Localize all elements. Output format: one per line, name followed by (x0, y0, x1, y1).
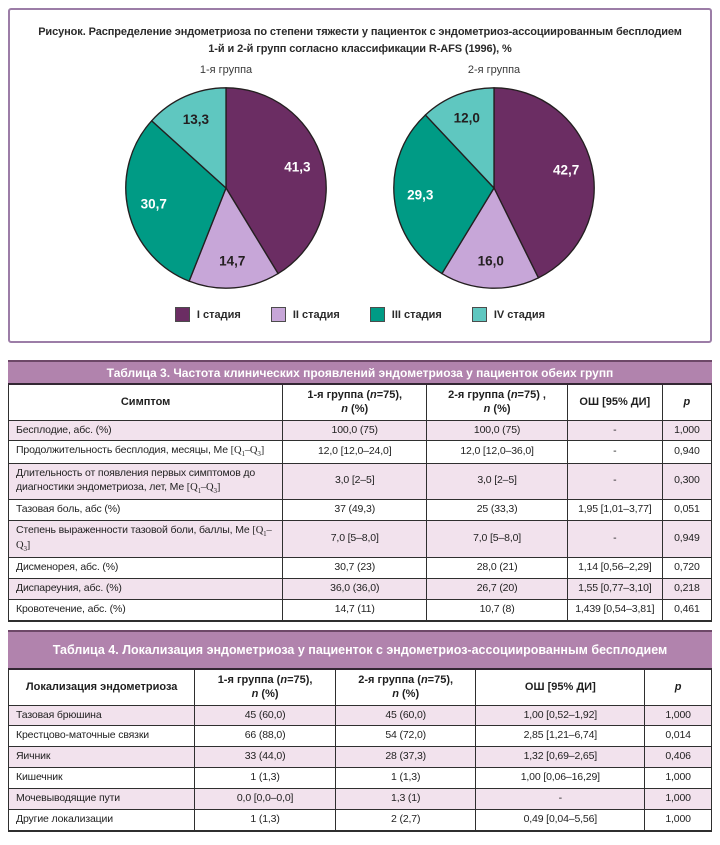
cell: 1 (1,3) (195, 809, 336, 830)
cell: 100,0 (75) (427, 420, 568, 441)
cell: 1,32 [0,69–2,65] (476, 747, 645, 768)
table-3-title: Таблица 3. Частота клинических проявлений эндометриоза у пациенток обеих групп (8, 360, 712, 385)
legend-label: III стадия (391, 308, 442, 321)
cell: 66 (88,0) (195, 726, 336, 747)
pie-group-2 (388, 82, 600, 294)
cell: 2 (2,7) (335, 809, 476, 830)
column-header: 1-я группа (n=75), n (%) (283, 385, 427, 420)
cell: Другие локализации (9, 809, 195, 830)
cell: 7,0 [5–8,0] (427, 520, 568, 558)
cell: 1,00 [0,06–16,29] (476, 768, 645, 789)
cell: 1,000 (645, 789, 712, 810)
pie-chart-group-1 (120, 64, 332, 294)
cell: 1 (1,3) (335, 768, 476, 789)
cell: 25 (33,3) (427, 499, 568, 520)
cell: 1,14 [0,56–2,29] (567, 558, 662, 579)
table-row (9, 600, 712, 621)
column-header: 2-я группа (n=75), n (%) (335, 670, 476, 705)
legend-item-stage-3 (370, 307, 442, 322)
legend-label: IV стадия (493, 308, 546, 321)
cell: 0,49 [0,04–5,56] (476, 809, 645, 830)
column-header: p (645, 670, 712, 705)
pie-value-label: 30,7 (140, 196, 167, 212)
pie-value-label: 13,3 (182, 111, 210, 127)
cell: 0,949 (662, 520, 711, 558)
cell: 0,406 (645, 747, 712, 768)
table-4-grid (8, 670, 712, 832)
cell: Продолжительность бесплодия, месяцы, Ме $[Q_1-Q_3]$ (9, 441, 283, 463)
cell: 7,0 [5–8,0] (283, 520, 427, 558)
table-row (9, 747, 712, 768)
table-3 (8, 360, 712, 622)
cell: 0,461 (662, 600, 711, 621)
figure-caption (10, 24, 710, 57)
cell: Бесплодие, абс. (%) (9, 420, 283, 441)
column-header: ОШ [95% ДИ] (567, 385, 662, 420)
cell: 0,940 (662, 441, 711, 463)
cell: 1,000 (645, 768, 712, 789)
cell: Кровотечение, абс. (%) (9, 600, 283, 621)
cell: 0,300 (662, 463, 711, 499)
cell: 54 (72,0) (335, 726, 476, 747)
column-header: Локализация эндометриоза (9, 670, 195, 705)
cell: 2,85 [1,21–6,74] (476, 726, 645, 747)
table-row (9, 499, 712, 520)
cell: 1,000 (662, 420, 711, 441)
legend-item-stage-1 (175, 307, 241, 322)
figure-caption-line2: 1-й и 2-й групп согласно классификации R-AFS (1996), % (208, 42, 512, 55)
legend-label: II стадия (292, 308, 340, 321)
pie-value-label: 12,0 (453, 110, 480, 126)
figure-caption-line1: Рисунок. Распределение эндометриоза по степени тяжести у пациенток с эндометриоз-ассоциированным бесплодием (38, 26, 682, 38)
pie-value-label: 16,0 (477, 253, 504, 269)
cell: Кишечник (9, 768, 195, 789)
cell: - (567, 420, 662, 441)
cell: 28,0 (21) (427, 558, 568, 579)
cell: 26,7 (20) (427, 579, 568, 600)
cell: 1,95 [1,01–3,77] (567, 499, 662, 520)
legend-swatch-icon (271, 307, 286, 322)
cell: 12,0 [12,0–36,0] (427, 441, 568, 463)
legend-item-stage-4 (472, 307, 545, 322)
cell: 33 (44,0) (195, 747, 336, 768)
table-4 (8, 630, 712, 832)
table-row (9, 463, 712, 499)
cell: 0,051 (662, 499, 711, 520)
table-3-grid (8, 385, 712, 622)
cell: 0,014 (645, 726, 712, 747)
cell: Тазовая боль, абс (%) (9, 499, 283, 520)
cell: Мочевыводящие пути (9, 789, 195, 810)
cell: Длительность от появления первых симптомов до диагностики эндометриоза, лет, Ме $[Q_1-Q_3]$ (9, 463, 283, 499)
pie-group-1 (120, 82, 332, 294)
cell: Крестцово-маточные связки (9, 726, 195, 747)
cell: 45 (60,0) (335, 705, 476, 726)
table-row (9, 420, 712, 441)
cell: 10,7 (8) (427, 600, 568, 621)
cell: 0,218 (662, 579, 711, 600)
cell: 28 (37,3) (335, 747, 476, 768)
cell: 36,0 (36,0) (283, 579, 427, 600)
pie-value-label: 29,3 (407, 187, 434, 203)
cell: Дисменорея, абс. (%) (9, 558, 283, 579)
pie-value-label: 42,7 (553, 162, 580, 178)
pie-chart-group-2 (388, 64, 600, 294)
cell: 1,55 [0,77–3,10] (567, 579, 662, 600)
column-header: ОШ [95% ДИ] (476, 670, 645, 705)
cell: 37 (49,3) (283, 499, 427, 520)
pie-value-label: 41,3 (284, 159, 311, 175)
cell: 14,7 (11) (283, 600, 427, 621)
table-row (9, 726, 712, 747)
column-header: p (662, 385, 711, 420)
column-header: 1-я группа (n=75), n (%) (195, 670, 336, 705)
legend-label: I стадия (196, 308, 241, 321)
table-row (9, 705, 712, 726)
table-row (9, 789, 712, 810)
cell: Тазовая брюшина (9, 705, 195, 726)
cell: 100,0 (75) (283, 420, 427, 441)
cell: - (567, 463, 662, 499)
legend-swatch-icon (175, 307, 190, 322)
pie-group-1-label: 1-я группа (199, 64, 253, 76)
cell: 1,00 [0,52–1,92] (476, 705, 645, 726)
cell: 12,0 [12,0–24,0] (283, 441, 427, 463)
cell: 3,0 [2–5] (427, 463, 568, 499)
cell: 1,000 (645, 705, 712, 726)
table-row (9, 809, 712, 830)
column-header: 2-я группа (n=75) , n (%) (427, 385, 568, 420)
cell: 1,439 [0,54–3,81] (567, 600, 662, 621)
cell: 1,3 (1) (335, 789, 476, 810)
cell: 3,0 [2–5] (283, 463, 427, 499)
cell: - (476, 789, 645, 810)
table-row (9, 520, 712, 558)
pie-value-label: 14,7 (219, 253, 246, 269)
pie-group-2-label: 2-я группа (467, 64, 521, 76)
table-row (9, 579, 712, 600)
table-row (9, 441, 712, 463)
cell: 0,0 [0,0–0,0] (195, 789, 336, 810)
cell: Диспареуния, абс. (%) (9, 579, 283, 600)
cell: Степень выраженности тазовой боли, баллы, Ме $[Q_1-Q_3]$ (9, 520, 283, 558)
cell: - (567, 441, 662, 463)
charts-row (10, 64, 710, 294)
cell: - (567, 520, 662, 558)
legend-swatch-icon (472, 307, 487, 322)
chart-legend (10, 307, 710, 322)
cell: 1,000 (645, 809, 712, 830)
cell: 45 (60,0) (195, 705, 336, 726)
cell: 0,720 (662, 558, 711, 579)
header-row (9, 385, 712, 420)
column-header: Симптом (9, 385, 283, 420)
legend-swatch-icon (370, 307, 385, 322)
figure-panel (8, 8, 712, 343)
cell: 1 (1,3) (195, 768, 336, 789)
cell: 30,7 (23) (283, 558, 427, 579)
table-row (9, 558, 712, 579)
legend-item-stage-2 (271, 307, 340, 322)
cell: Яичник (9, 747, 195, 768)
table-row (9, 768, 712, 789)
header-row (9, 670, 712, 705)
table-4-title: Таблица 4. Локализация эндометриоза у пациенток с эндометриоз-ассоциированным бесплодием (8, 630, 712, 670)
